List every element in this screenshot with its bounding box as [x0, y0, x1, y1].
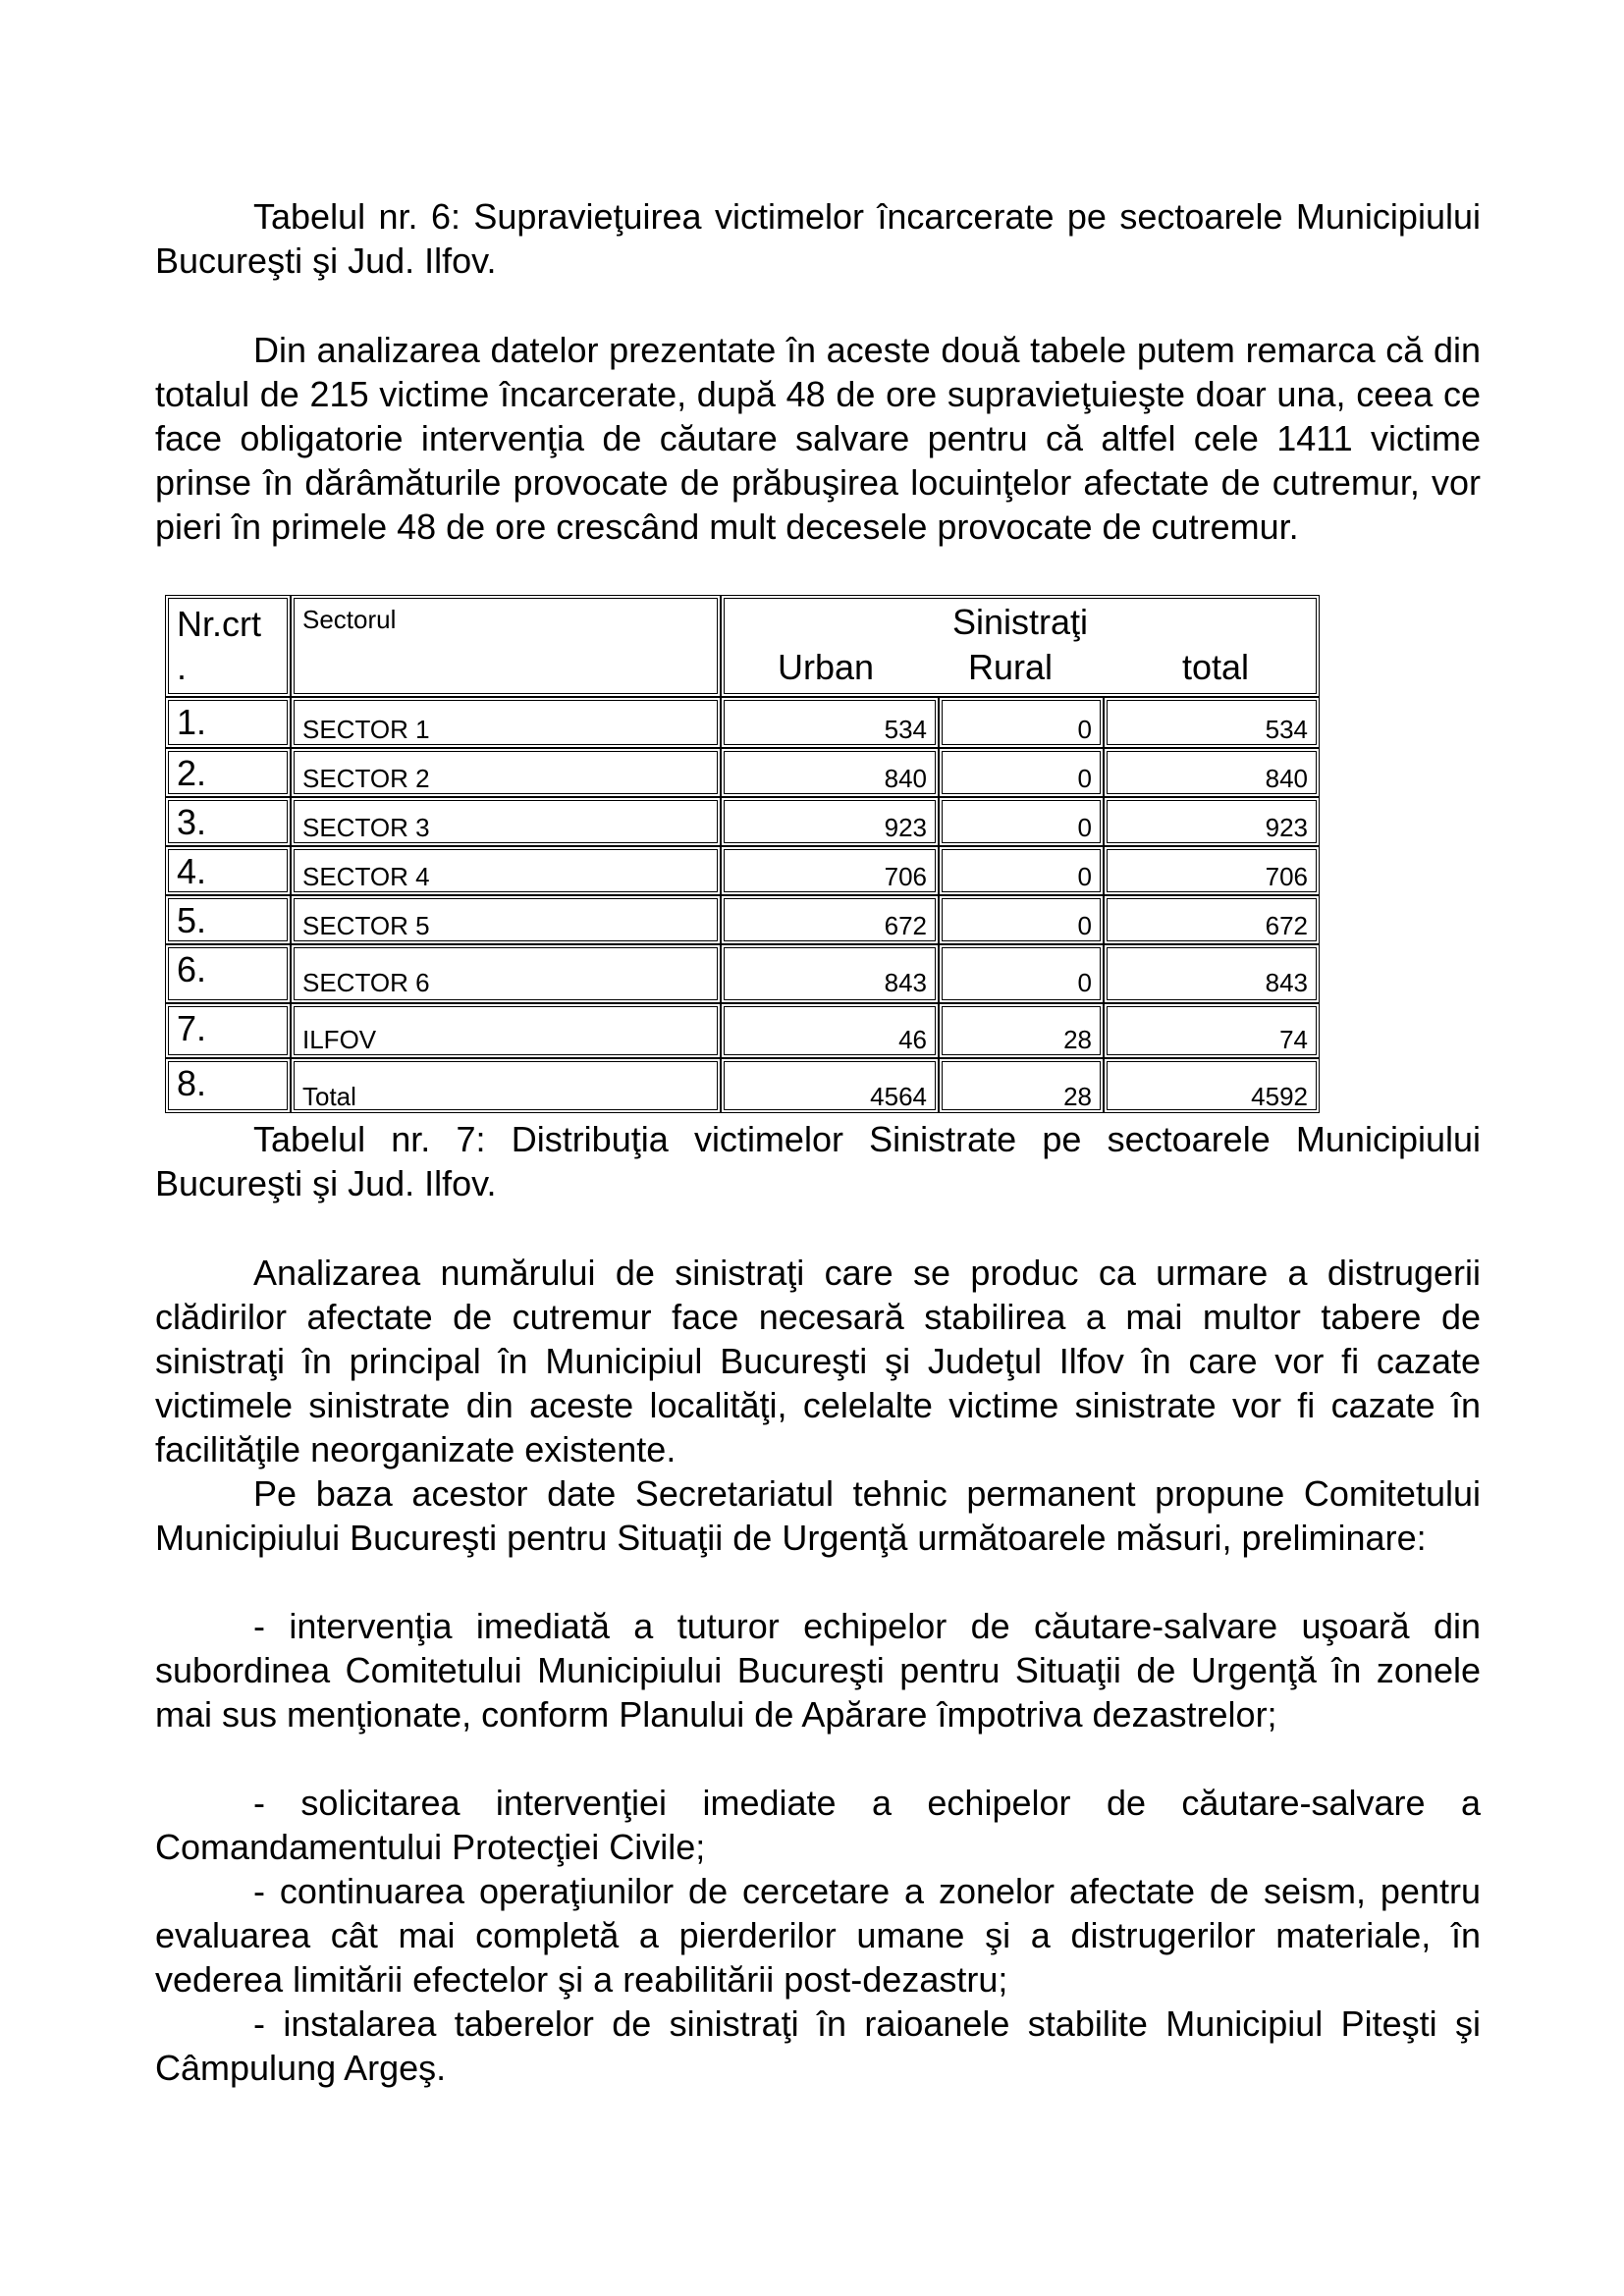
row-5-total: 672 [1265, 911, 1308, 940]
measure-item-4-text: - instalarea taberelor de sinistraţi în raioanele stabilite Municipiul Piteşti şi Câmpulung Argeş. [155, 2003, 1481, 2088]
row-3-rural: 0 [1077, 813, 1092, 842]
table-row-3-rural-cell [939, 797, 1104, 846]
table-row-1-sector-cell [291, 697, 721, 748]
table6-caption-text: Tabelul nr. 6: Supravieţuirea victimelor încarcerate pe sectoarele Municipiului Bucureşti şi Jud. Ilfov. [155, 196, 1481, 281]
table-row-2-rural-cell [939, 748, 1104, 797]
table-row-2-nr-cell [165, 748, 291, 797]
measures-intro [155, 1471, 1481, 1560]
shelter-paragraph [155, 1251, 1481, 1471]
row-5-sector: SECTOR 5 [302, 911, 430, 940]
table7-caption [155, 1117, 1481, 1205]
table-row-3-urban-cell [721, 797, 939, 846]
table-row-4-rural-cell [939, 846, 1104, 895]
table-row-8-total-cell [1104, 1058, 1320, 1113]
table-row-5-rural-cell [939, 895, 1104, 944]
row-5-nr: 5. [177, 900, 207, 940]
row-4-rural: 0 [1077, 862, 1092, 891]
row-8-nr: 8. [177, 1063, 207, 1103]
row-2-urban: 840 [884, 764, 927, 793]
measure-item-1 [155, 1604, 1481, 1736]
row-4-sector: SECTOR 4 [302, 862, 430, 891]
table-row-6-nr-cell [165, 944, 291, 1003]
row-1-nr: 1. [177, 702, 207, 742]
row-3-nr: 3. [177, 802, 207, 842]
measure-item-3-text: - continuarea operaţiunilor de cercetare a zonelor afectate de seism, pentru evaluarea cât mai completă a pierderilor umane şi a distrugerilor materiale, în vederea limitării efectelor şi a reabilitării post-dezastru; [155, 1871, 1481, 2000]
table-row-5-sector-cell [291, 895, 721, 944]
analysis-paragraph [155, 328, 1481, 549]
analysis-paragraph-text: Din analizarea datelor prezentate în aceste două tabele putem remarca că din totalul de 215 victime încarcerate, după 48 de ore supravieţuieşte doar una, ceea ce face obligatorie intervenţia de căutare salvare pentru că altfel cele 1411 victime prinse în dărâmăturile provocate de prăbuşirea locuinţelor afectate de cutremur, vor pieri în primele 48 de ore crescând mult decesele provocate de cutremur. [155, 330, 1481, 547]
header-rural: Rural [968, 647, 1054, 687]
table-row-8-nr-cell [165, 1058, 291, 1113]
measure-item-1-text: - intervenţia imediată a tuturor echipelor de căutare-salvare uşoară din subordinea Comitetului Municipiului Bucureşti pentru Situaţii de Urgenţă în zonele mai sus menţionate, conform Planului de Apărare împotriva dezastrelor; [155, 1606, 1481, 1735]
measure-item-2 [155, 1781, 1481, 1869]
row-5-urban: 672 [884, 911, 927, 940]
row-3-sector: SECTOR 3 [302, 813, 430, 842]
header-nrcrt-cell [165, 595, 291, 697]
table-row-6-sector-cell [291, 944, 721, 1003]
row-1-urban: 534 [884, 715, 927, 744]
row-2-nr: 2. [177, 753, 207, 793]
table-row-6-rural-cell [939, 944, 1104, 1003]
measure-item-2-text: - solicitarea intervenţiei imediate a echipelor de căutare-salvare a Comandamentului Protecţiei Civile; [155, 1783, 1481, 1867]
table7-caption-text: Tabelul nr. 7: Distribuţia victimelor Sinistrate pe sectoarele Municipiului Bucureşti şi Jud. Ilfov. [155, 1119, 1481, 1203]
row-1-sector: SECTOR 1 [302, 715, 430, 744]
row-6-nr: 6. [177, 949, 207, 989]
table-row-8-rural-cell [939, 1058, 1104, 1113]
row-4-urban: 706 [884, 862, 927, 891]
table6-caption [155, 194, 1481, 283]
header-sectorul: Sectorul [302, 605, 397, 634]
table-row-7-rural-cell [939, 1003, 1104, 1058]
table-row-4-total-cell [1104, 846, 1320, 895]
table-row-7-nr-cell [165, 1003, 291, 1058]
header-sinistrati-cell [721, 595, 1320, 697]
shelter-paragraph-text: Analizarea numărului de sinistraţi care se produc ca urmare a distrugerii clădirilor afectate de cutremur face necesară stabilirea a mai multor tabere de sinistraţi în principal în Municipiul Bucureşti şi Judeţul Ilfov în care vor fi cazate victimele sinistrate din aceste localităţi, celelalte victime sinistrate vor fi cazate în facilităţile neorganizate existente. [155, 1253, 1481, 1469]
table-row-7-total-cell [1104, 1003, 1320, 1058]
table-row-8-urban-cell [721, 1058, 939, 1113]
row-2-total: 840 [1265, 764, 1308, 793]
row-6-rural: 0 [1077, 968, 1092, 997]
table-row-2-total-cell [1104, 748, 1320, 797]
row-7-sector: ILFOV [302, 1025, 377, 1054]
table-row-6-urban-cell [721, 944, 939, 1003]
table-row-4-urban-cell [721, 846, 939, 895]
victims-table [165, 595, 1320, 1113]
header-nrcrt: Nr.crt [177, 604, 261, 644]
table-row-2-sector-cell [291, 748, 721, 797]
row-7-total: 74 [1279, 1025, 1308, 1054]
header-nrcrt-dot: . [177, 647, 188, 687]
table-row-6-total-cell [1104, 944, 1320, 1003]
row-4-nr: 4. [177, 851, 207, 891]
row-8-rural: 28 [1063, 1082, 1092, 1111]
table-row-5-urban-cell [721, 895, 939, 944]
row-7-urban: 46 [898, 1025, 927, 1054]
table-row-1-nr-cell [165, 697, 291, 748]
table-row-7-urban-cell [721, 1003, 939, 1058]
table-row-3-sector-cell [291, 797, 721, 846]
row-7-nr: 7. [177, 1008, 207, 1048]
row-6-urban: 843 [884, 968, 927, 997]
row-7-rural: 28 [1063, 1025, 1092, 1054]
row-8-urban: 4564 [870, 1082, 927, 1111]
table-row-4-nr-cell [165, 846, 291, 895]
table-row-3-total-cell [1104, 797, 1320, 846]
row-3-total: 923 [1265, 813, 1308, 842]
row-8-total: 4592 [1251, 1082, 1308, 1111]
row-1-rural: 0 [1077, 715, 1092, 744]
header-urban: Urban [778, 647, 875, 687]
table-row-7-sector-cell [291, 1003, 721, 1058]
measure-item-4 [155, 2002, 1481, 2090]
table-row-1-rural-cell [939, 697, 1104, 748]
table-row-5-nr-cell [165, 895, 291, 944]
table-row-2-urban-cell [721, 748, 939, 797]
row-6-sector: SECTOR 6 [302, 968, 430, 997]
row-8-sector: Total [302, 1082, 356, 1111]
row-5-rural: 0 [1077, 911, 1092, 940]
row-2-rural: 0 [1077, 764, 1092, 793]
table-row-3-nr-cell [165, 797, 291, 846]
table-row-1-total-cell [1104, 697, 1320, 748]
row-3-urban: 923 [884, 813, 927, 842]
row-6-total: 843 [1265, 968, 1308, 997]
table-row-5-total-cell [1104, 895, 1320, 944]
table-row-1-urban-cell [721, 697, 939, 748]
header-total: total [1182, 647, 1250, 687]
measure-item-3 [155, 1869, 1481, 2002]
measures-intro-text: Pe baza acestor date Secretariatul tehnic permanent propune Comitetului Municipiului Bucureşti pentru Situaţii de Urgenţă următoarele măsuri, preliminare: [155, 1473, 1481, 1558]
row-2-sector: SECTOR 2 [302, 764, 430, 793]
row-4-total: 706 [1265, 862, 1308, 891]
header-sectorul-cell [291, 595, 721, 697]
row-1-total: 534 [1265, 715, 1308, 744]
header-sinistrati: Sinistraţi [951, 602, 1089, 642]
table-row-8-sector-cell [291, 1058, 721, 1113]
table-row-4-sector-cell [291, 846, 721, 895]
